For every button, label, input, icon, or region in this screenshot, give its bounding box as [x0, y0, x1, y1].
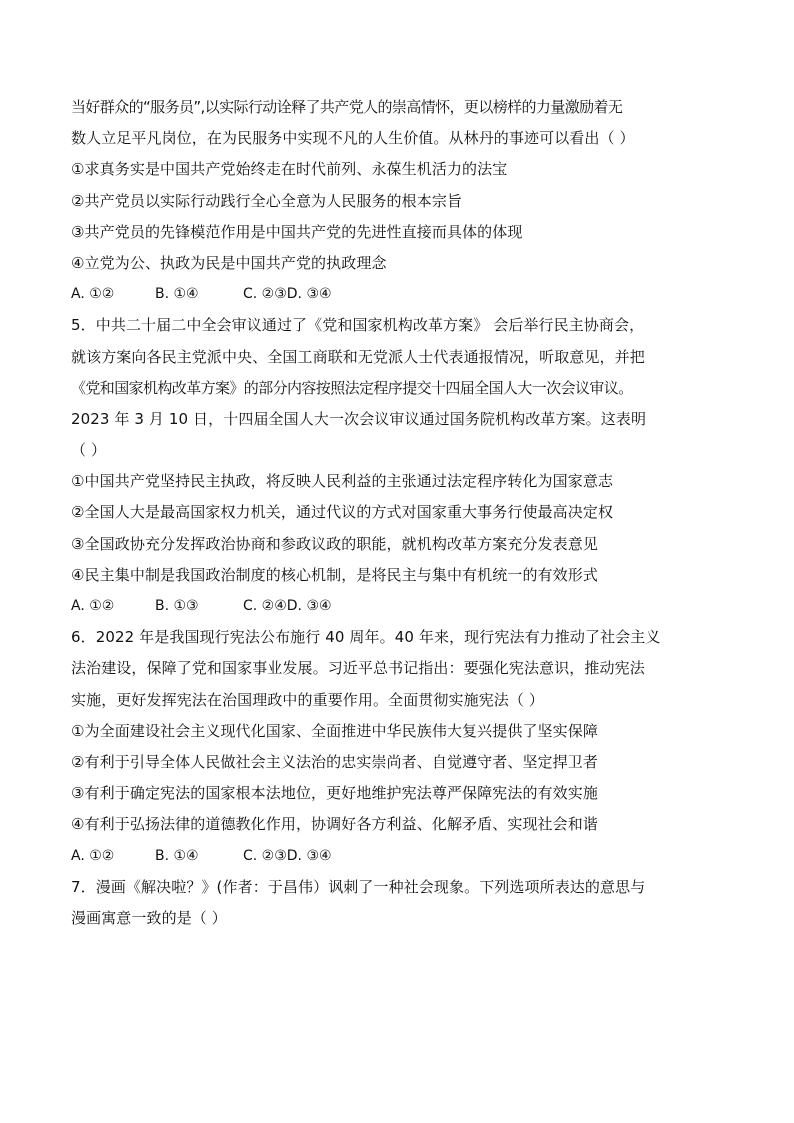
- q4-item-4: ④立党为公、执政为民是中国共产党的执政理念: [71, 253, 387, 272]
- q5-choice-b[interactable]: B. ①③: [155, 598, 199, 614]
- q6-stem-line-3: 实施，更好发挥宪法在治国理政中的重要作用。全面贯彻实施宪法（ ）: [71, 690, 544, 709]
- q6-stem-line-1: 6．2022 年是我国现行宪法公布施行 40 周年。40 年来，现行宪法有力推动了社会主义: [71, 628, 661, 647]
- q5-choices: [71, 591, 731, 622]
- q4-item-3: ③共产党员的先锋模范作用是中国共产党的先进性直接而具体的体现: [71, 222, 523, 241]
- q4-choices: [71, 279, 731, 310]
- q5-item-1: ①中国共产党坚持民主执政，将反映人民利益的主张通过法定程序转化为国家意志: [71, 472, 614, 491]
- q5-stem-line-2: 就该方案向各民主党派中央、全国工商联和无党派人士代表通报情况，听取意见，并把: [71, 347, 645, 366]
- q5-item-4: ④民主集中制是我国政治制度的核心机制，是将民主与集中有机统一的有效形式: [71, 565, 598, 584]
- q5-item-3: ③全国政协充分发挥政治协商和参政议政的职能，就机构改革方案充分发表意见: [71, 534, 598, 553]
- q4-stem-line-1: 当好群众的“服务员”,以实际行动诠释了共产党人的崇高情怀，更以榜样的力量激励着无: [71, 98, 623, 116]
- q6-item-3: ③有利于确定宪法的国家根本法地位，更好地维护宪法尊严保障宪法的有效实施: [71, 784, 598, 803]
- q7-stem-line-1: 7．漫画《解决啦？》(作者：于昌伟）讽刺了一种社会现象。下列选项所表达的意思与: [71, 877, 646, 896]
- q4-stem-line-2: 数人立足平凡岗位，在为民服务中实现不凡的人生价值。从林丹的事迹可以看出（ ）: [71, 129, 635, 148]
- q6-item-1: ①为全面建设社会主义现代化国家、全面推进中华民族伟大复兴提供了坚实保障: [71, 721, 598, 740]
- document-page: [71, 92, 731, 934]
- q6-choices: [71, 841, 731, 872]
- q7-stem-line-2: 漫画寓意一致的是（ ）: [71, 908, 227, 927]
- q4-item-1: ①求真务实是中国共产党始终走在时代前列、永葆生机活力的法宝: [71, 160, 508, 179]
- q4-item-2: ②共产党员以实际行动践行全心全意为人民服务的根本宗旨: [71, 191, 463, 210]
- q5-stem-line-4: 2023 年 3 月 10 日，十四届全国人大一次会议审议通过国务院机构改革方案。这表明: [71, 409, 647, 428]
- q4-choice-b[interactable]: B. ①④: [155, 286, 199, 303]
- q5-stem-line-1: [71, 310, 731, 341]
- q4-choice-c-d[interactable]: C. ②③D. ③④: [243, 286, 332, 303]
- q6-item-2: ②有利于引导全体人民做社会主义法治的忠实崇尚者、自觉遵守者、坚定捍卫者: [71, 752, 598, 771]
- q5-stem-text-1: 5．中共二十届二中全会审议通过了《党和国家机构改革方案》 会后举行民主协商会，: [71, 316, 645, 335]
- q5-stem-line-3: 《党和国家机构改革方案》的部分内容按照法定程序提交十四届全国人大一次会议审议。: [71, 378, 633, 397]
- q6-choice-c-d[interactable]: C. ②③D. ③④: [243, 847, 332, 864]
- q5-stem-line-5: （ ）: [71, 441, 107, 460]
- q5-choice-c-d[interactable]: C. ②④D. ③④: [243, 598, 332, 614]
- q6-item-4: ④有利于弘扬法律的道德教化作用，协调好各方利益、化解矛盾、实现社会和谐: [71, 815, 598, 834]
- q6-choice-b[interactable]: B. ①④: [155, 847, 199, 864]
- q6-choice-a[interactable]: A. ①②: [71, 847, 115, 864]
- q6-stem-line-2: 法治建设，保障了党和国家事业发展。习近平总书记指出：要强化宪法意识，推动宪法: [71, 659, 645, 678]
- q5-choice-a[interactable]: A. ①②: [71, 598, 115, 614]
- q4-choice-a[interactable]: A. ①②: [71, 286, 115, 303]
- q5-item-2: ②全国人大是最高国家权力机关，通过代议的方式对国家重大事务行使最高决定权: [71, 503, 614, 522]
